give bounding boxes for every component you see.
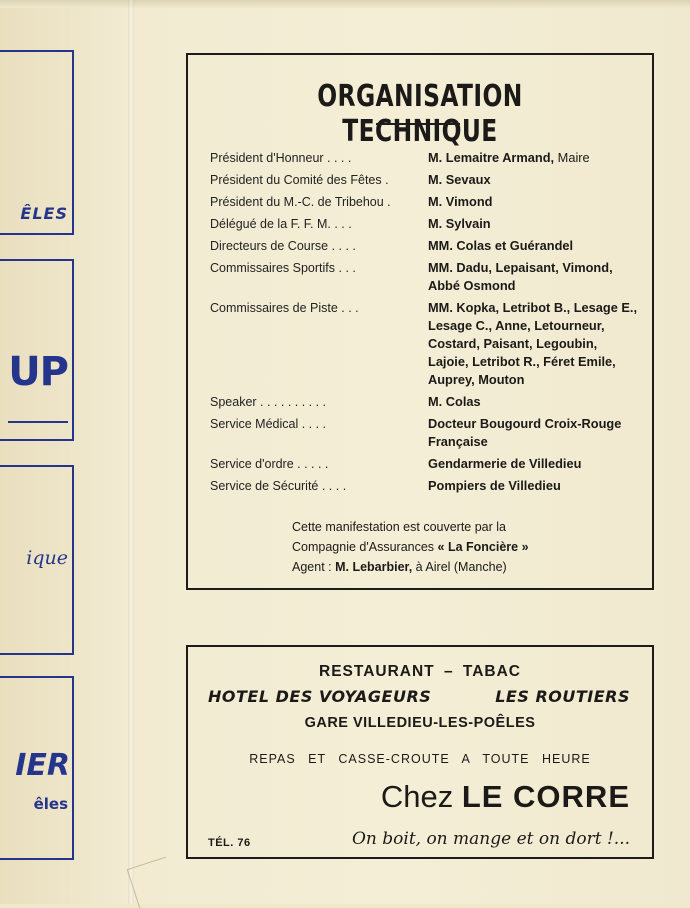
organisation-list bbox=[210, 149, 640, 499]
agent-prefix: Agent : bbox=[292, 560, 336, 574]
organisation-row bbox=[210, 171, 640, 189]
role-label: Directeurs de Course . . . . bbox=[210, 239, 356, 253]
insurance-line-1: Cette manifestation est couverte par la bbox=[292, 520, 507, 534]
role-suffix: Maire bbox=[554, 150, 590, 165]
slogan: On boit, on mange et on dort !... bbox=[351, 829, 630, 849]
role-value bbox=[428, 171, 640, 189]
organisation-row bbox=[210, 149, 640, 167]
role-person: M. Sylvain bbox=[428, 216, 491, 231]
role-value bbox=[428, 415, 640, 451]
title-rule bbox=[376, 123, 460, 125]
role-person: M. Lemaitre Armand, bbox=[428, 150, 555, 165]
organisation-row bbox=[210, 455, 640, 473]
role-label: Commissaires de Piste . . . bbox=[210, 301, 359, 315]
insurance-line-3 bbox=[292, 557, 592, 577]
organisation-title: ORGANISATION TECHNIQUE bbox=[317, 79, 523, 149]
routiers-label: LES ROUTIERS bbox=[495, 687, 630, 706]
repas-line: REPAS ET CASSE-CROUTE A TOUTE HEURE bbox=[249, 752, 591, 766]
role-label: Service d'ordre . . . . . bbox=[210, 457, 329, 471]
role-value bbox=[428, 477, 640, 495]
role-person: M. Colas bbox=[428, 394, 481, 409]
left-ad-4-text: IER bbox=[15, 748, 70, 783]
role-person: MM. Colas et Guérandel bbox=[428, 238, 574, 253]
organisation-row bbox=[210, 237, 640, 255]
organisation-row bbox=[210, 215, 640, 233]
gare-address: GARE VILLEDIEU-LES-POÊLES bbox=[304, 715, 536, 731]
left-ad-2-rule bbox=[8, 421, 68, 423]
role-person: M. Sevaux bbox=[428, 172, 491, 187]
left-ad-4-subtext: êles bbox=[33, 795, 68, 813]
agent-location: à Airel (Manche) bbox=[412, 560, 507, 574]
organisation-row bbox=[210, 259, 640, 295]
role-label: Speaker . . . . . . . . . . bbox=[210, 395, 327, 409]
insurance-agent: M. Lebarbier, bbox=[335, 560, 413, 574]
role-label: Service de Sécurité . . . . bbox=[210, 479, 347, 493]
role-value bbox=[428, 193, 640, 211]
role-person: Gendarmerie de Villedieu bbox=[428, 456, 582, 471]
role-label: Président du Comité des Fêtes . bbox=[210, 173, 389, 187]
restaurant-ad-box bbox=[186, 645, 654, 859]
role-label: Président d'Honneur . . . . bbox=[210, 151, 352, 165]
role-value bbox=[428, 455, 640, 473]
role-label: Service Médical . . . . bbox=[210, 417, 327, 431]
left-ad-box-1 bbox=[0, 50, 74, 235]
left-ad-box-4 bbox=[0, 676, 74, 860]
role-label: Président du M.-C. de Tribehou . bbox=[210, 195, 391, 209]
left-ad-box-3 bbox=[0, 465, 74, 655]
organisation-row bbox=[210, 415, 640, 451]
restaurant-tabac-heading: RESTAURANT – TABAC bbox=[319, 663, 521, 680]
insurance-notice bbox=[292, 517, 592, 577]
insurance-line-2 bbox=[292, 537, 592, 557]
role-value bbox=[428, 393, 640, 411]
left-ad-2-text: UP bbox=[8, 349, 68, 395]
owner-line bbox=[381, 779, 630, 815]
role-person: MM. Kopka, Letribot B., Lesage E., Lesage C., Anne, Letourneur, Costard, Paisant, Legoubin, Lajoie, Letribot R., Féret Emile, Auprey, Mouton bbox=[428, 300, 638, 387]
left-ad-box-2 bbox=[0, 259, 74, 441]
left-ad-1-text: ÊLES bbox=[20, 204, 68, 223]
role-label: Commissaires Sportifs . . . bbox=[210, 261, 356, 275]
role-value bbox=[428, 259, 640, 295]
role-person: M. Vimond bbox=[428, 194, 493, 209]
left-ad-3-text: ique bbox=[26, 547, 68, 569]
role-value bbox=[428, 215, 640, 233]
chez-label: Chez bbox=[380, 779, 462, 814]
role-label: Délégué de la F. F. M. . . . bbox=[210, 217, 352, 231]
insurance-company: « La Foncière » bbox=[437, 540, 529, 554]
organisation-row bbox=[210, 477, 640, 495]
organisation-row bbox=[210, 193, 640, 211]
role-person: MM. Dadu, Lepaisant, Vimond, Abbé Osmond bbox=[428, 260, 613, 293]
top-edge bbox=[0, 0, 690, 8]
role-value bbox=[428, 237, 640, 255]
role-value bbox=[428, 299, 640, 389]
insurance-company-prefix: Compagnie d'Assurances bbox=[292, 540, 438, 554]
telephone: TÉL. 76 bbox=[208, 837, 251, 849]
role-person: Pompiers de Villedieu bbox=[428, 478, 561, 493]
organisation-row bbox=[210, 299, 640, 389]
organisation-row bbox=[210, 393, 640, 411]
page-fold bbox=[128, 0, 134, 904]
organisation-box bbox=[186, 53, 654, 590]
owner-name: LE CORRE bbox=[461, 779, 630, 814]
hotel-name: HOTEL DES VOYAGEURS bbox=[208, 687, 432, 706]
role-value bbox=[428, 149, 640, 167]
role-person: Docteur Bougourd Croix-Rouge Française bbox=[428, 416, 622, 449]
